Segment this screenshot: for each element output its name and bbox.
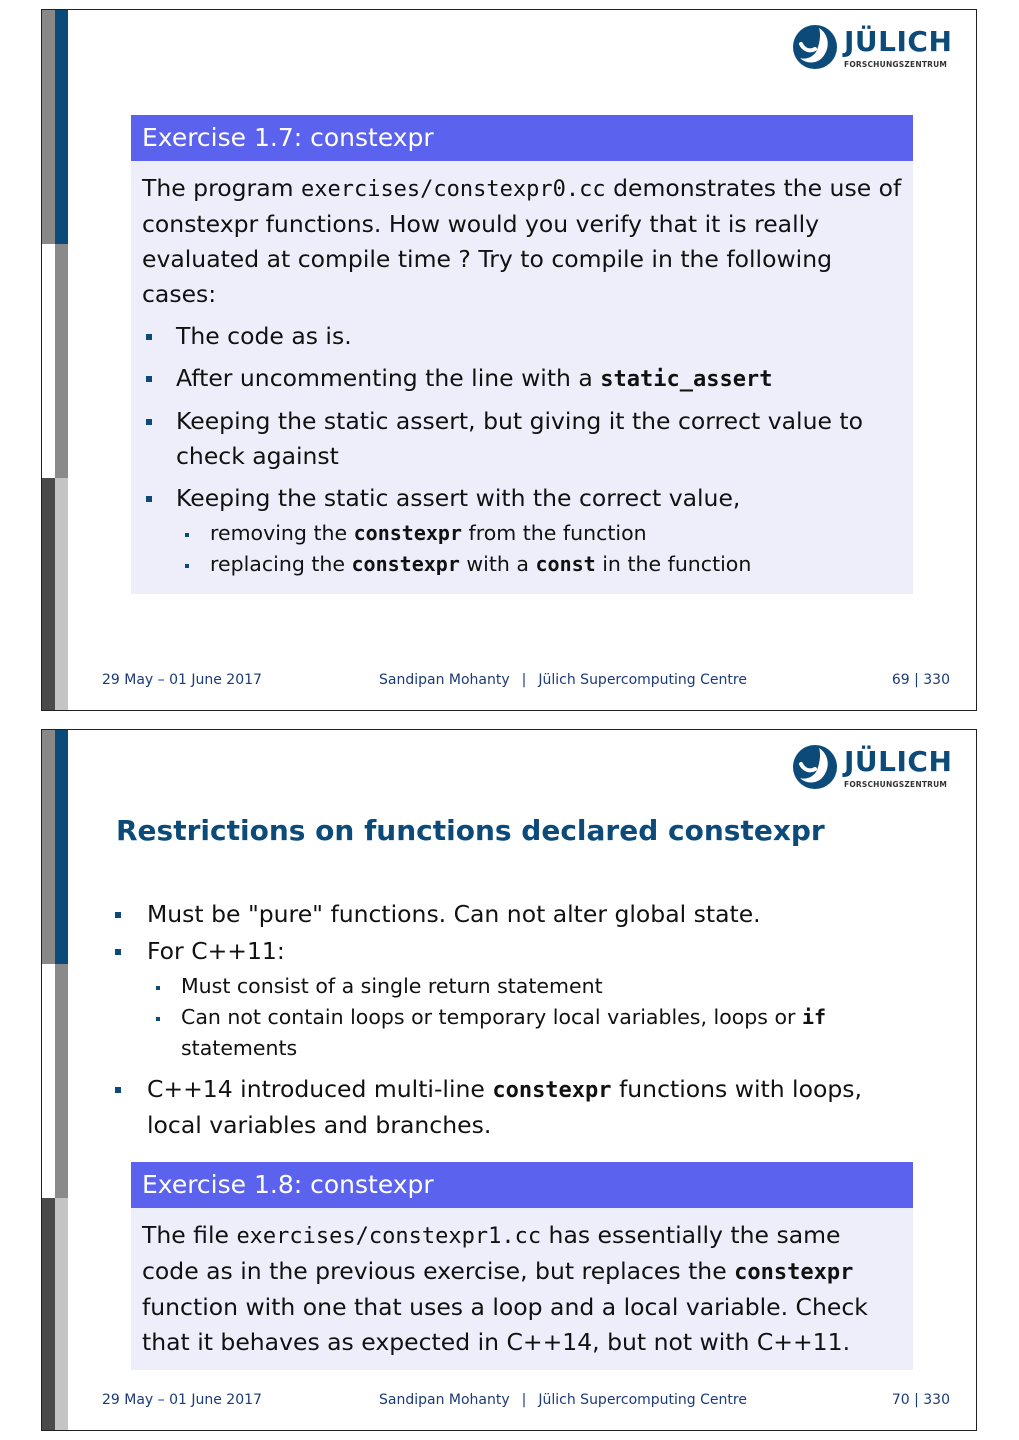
side-strip-inner <box>55 10 68 710</box>
footer-page-number: 69 | 330 <box>891 672 950 688</box>
logo-subtitle: FORSCHUNGSZENTRUM <box>844 780 948 789</box>
bullet-icon <box>146 334 152 340</box>
footer-separator: | <box>521 672 527 688</box>
restriction-list <box>143 897 923 1143</box>
list-item <box>142 361 902 397</box>
sub-list <box>176 518 902 580</box>
exercise-block <box>131 115 913 594</box>
item-text: The code as is. <box>176 322 352 350</box>
item-code: if <box>801 1005 827 1029</box>
slide-69 <box>41 9 977 711</box>
bullet-icon <box>156 986 160 990</box>
exercise-text: function with one that uses a loop and a local variable. Check that it behaves as expected in C++14, but not with C++11. <box>142 1293 868 1356</box>
side-strip-inner <box>55 730 68 1430</box>
sub-list <box>147 971 923 1064</box>
sub-list-item <box>176 518 902 549</box>
bullet-icon <box>146 419 152 425</box>
item-text: Must be "pure" functions. Can not alter global state. <box>147 900 761 928</box>
intro-text-after: demonstrates the use of constexpr functions. How would you verify that it is really evaluated at compile time ? Try to compile in the following cases: <box>142 174 902 308</box>
item-text: in the function <box>595 552 752 576</box>
item-text: After uncommenting the line with a <box>176 364 601 392</box>
item-code: constexpr <box>492 1078 612 1103</box>
bullet-icon <box>185 533 189 537</box>
list-item <box>113 934 923 1064</box>
footer-date: 29 May – 01 June 2017 <box>102 1392 262 1408</box>
slide-70 <box>41 729 977 1431</box>
list-item <box>113 1072 923 1143</box>
item-text: replacing the <box>210 552 352 576</box>
footer-credit <box>379 672 747 688</box>
juelich-logo-icon <box>792 24 838 70</box>
footer-author: Sandipan Mohanty <box>379 672 510 688</box>
bullet-icon <box>146 496 152 502</box>
list-item <box>142 404 902 474</box>
footer-date: 29 May – 01 June 2017 <box>102 672 262 688</box>
exercise-body <box>131 1208 913 1370</box>
footer-author: Sandipan Mohanty <box>379 1392 510 1408</box>
list-item <box>142 319 902 354</box>
item-text: For C++11: <box>147 937 285 965</box>
footer-separator: | <box>521 1392 527 1408</box>
item-code: constexpr <box>353 521 462 545</box>
bullet-icon <box>115 1087 121 1093</box>
footer-institute: Jülich Supercomputing Centre <box>538 1392 747 1408</box>
slide-title: Restrictions on functions declared constexpr <box>116 814 825 847</box>
item-text: functions with loops, local variables and branches. <box>147 1075 862 1139</box>
item-text: C++14 introduced multi-line <box>147 1075 493 1103</box>
exercise-title: Exercise 1.8: constexpr <box>131 1162 913 1208</box>
footer-institute: Jülich Supercomputing Centre <box>538 672 747 688</box>
bullet-icon <box>146 376 152 382</box>
bullet-icon <box>185 564 189 568</box>
item-text: with a <box>459 552 536 576</box>
logo-subtitle: FORSCHUNGSZENTRUM <box>844 60 948 69</box>
item-text: Can not contain loops or temporary local variables, loops or <box>181 1005 802 1029</box>
side-strip-outer <box>42 10 55 710</box>
footer-page-number: 70 | 330 <box>891 1392 950 1408</box>
sub-list-item <box>147 1002 923 1064</box>
item-text: removing the <box>210 521 354 545</box>
item-text: Keeping the static assert, but giving it the correct value to check against <box>176 407 863 470</box>
item-text: from the function <box>462 521 647 545</box>
exercise-code: exercises/constexpr1.cc <box>236 1224 542 1249</box>
side-strip-outer <box>42 730 55 1430</box>
case-list <box>142 319 902 580</box>
logo-word: JÜLICH <box>844 25 953 58</box>
footer-credit <box>379 1392 747 1408</box>
exercise-intro <box>142 171 902 312</box>
bullet-icon <box>115 949 121 955</box>
list-item <box>113 897 923 932</box>
exercise-text: has essentially the same code as in the previous exercise, but replaces the <box>142 1221 841 1285</box>
slide-content <box>143 890 923 1143</box>
item-text: Keeping the static assert with the correct value, <box>176 484 741 512</box>
item-code: static_assert <box>600 367 773 392</box>
list-item <box>142 481 902 580</box>
exercise-body <box>131 161 913 594</box>
juelich-logo-icon <box>792 744 838 790</box>
sub-list-item <box>176 549 902 580</box>
logo-word: JÜLICH <box>844 745 953 778</box>
intro-text: The program <box>142 174 301 202</box>
item-code: const <box>535 552 596 576</box>
bullet-icon <box>115 912 121 918</box>
exercise-code: constexpr <box>734 1260 854 1285</box>
juelich-logo <box>792 22 952 78</box>
juelich-logo <box>792 742 952 798</box>
exercise-title: Exercise 1.7: constexpr <box>131 115 913 161</box>
sub-list-item <box>147 971 923 1002</box>
item-text: statements <box>181 1036 298 1060</box>
exercise-block <box>131 1162 913 1370</box>
exercise-text: The file <box>142 1221 237 1249</box>
item-code: constexpr <box>351 552 460 576</box>
item-text: Must consist of a single return statement <box>181 974 603 998</box>
slide-footer <box>42 1392 976 1412</box>
bullet-icon <box>156 1017 160 1021</box>
intro-code: exercises/constexpr0.cc <box>300 177 606 202</box>
slide-footer <box>42 672 976 692</box>
